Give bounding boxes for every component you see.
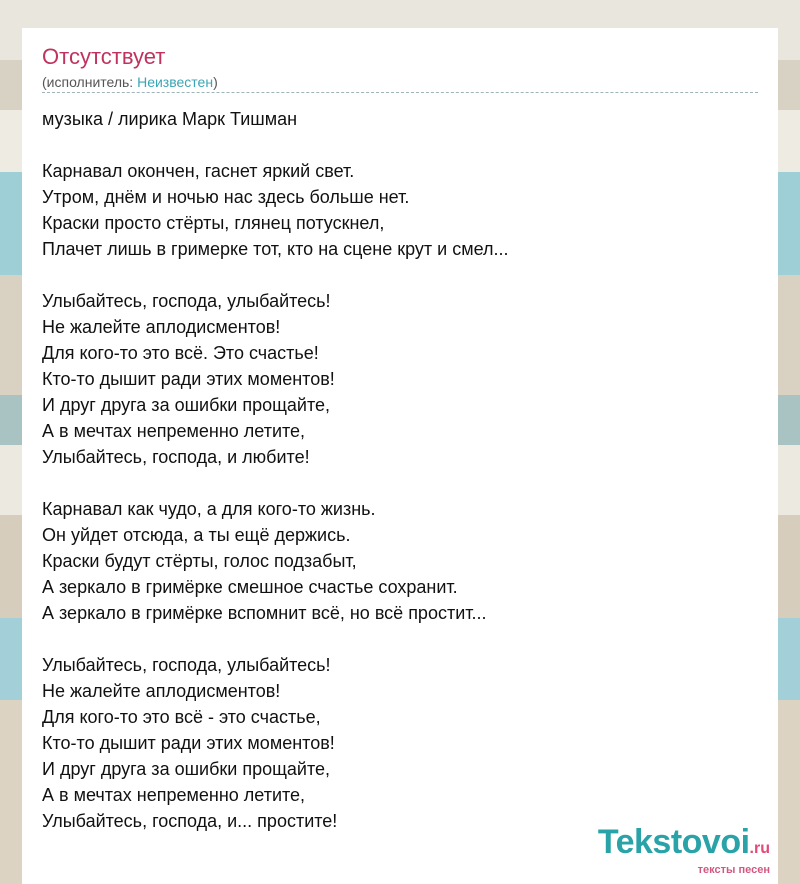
lyrics-line: Для кого-то это всё - это счастье, [42, 707, 321, 727]
lyrics-line: Утром, днём и ночью нас здесь больше нет. [42, 187, 410, 207]
lyrics-line: Кто-то дышит ради этих моментов! [42, 369, 335, 389]
lyrics-line: Кто-то дышит ради этих моментов! [42, 733, 335, 753]
logo-tagline: тексты песен [697, 864, 770, 876]
lyrics-line: Карнавал как чудо, а для кого-то жизнь. [42, 499, 376, 519]
header-divider [42, 92, 758, 93]
lyrics-card [22, 28, 778, 884]
lyrics-line: И друг друга за ошибки прощайте, [42, 395, 331, 415]
lyrics-line: Для кого-то это всё. Это счастье! [42, 343, 319, 363]
lyrics-line [42, 626, 758, 652]
lyrics-line: А зеркало в гримёрке смешное счастье сохранит. [42, 577, 458, 597]
lyrics-line: И друг друга за ошибки прощайте, [42, 759, 331, 779]
lyrics-line: Плачет лишь в гримерке тот, кто на сцене крут и смел... [42, 239, 509, 259]
lyrics-line: Улыбайтесь, господа, улыбайтесь! [42, 291, 331, 311]
lyrics-line: Краски просто стёрты, глянец потускнел, [42, 213, 385, 233]
lyrics-line: Краски будут стёрты, голос подзабыт, [42, 551, 357, 571]
artist-suffix: ) [213, 74, 218, 90]
lyrics-line: А в мечтах непременно летите, [42, 421, 306, 441]
site-logo[interactable] [598, 823, 770, 862]
lyrics-line: Карнавал окончен, гаснет яркий свет. [42, 161, 355, 181]
lyrics-line: Улыбайтесь, господа, и любите! [42, 447, 310, 467]
artist-line [42, 74, 218, 90]
song-title: Отсутствует [42, 44, 166, 69]
logo-tld: .ru [749, 840, 770, 857]
lyrics-line [42, 470, 758, 496]
artist-link[interactable]: Неизвестен [137, 74, 214, 90]
logo-brand: Tekstovoi [597, 823, 750, 861]
lyrics-line: А зеркало в гримёрке вспомнит всё, но всё простит... [42, 603, 487, 623]
lyrics-line: музыка / лирика Марк Тишман [42, 109, 298, 129]
lyrics-line: Не жалейте аплодисментов! [42, 681, 281, 701]
lyrics-line: Улыбайтесь, господа, улыбайтесь! [42, 655, 331, 675]
lyrics-text [42, 106, 758, 834]
lyrics-line [42, 132, 758, 158]
lyrics-line: Улыбайтесь, господа, и... простите! [42, 811, 338, 831]
lyrics-line [42, 262, 758, 288]
lyrics-line: А в мечтах непременно летите, [42, 785, 306, 805]
lyrics-line: Он уйдет отсюда, а ты ещё держись. [42, 525, 351, 545]
artist-prefix: (исполнитель: [42, 74, 138, 90]
lyrics-line: Не жалейте аплодисментов! [42, 317, 281, 337]
